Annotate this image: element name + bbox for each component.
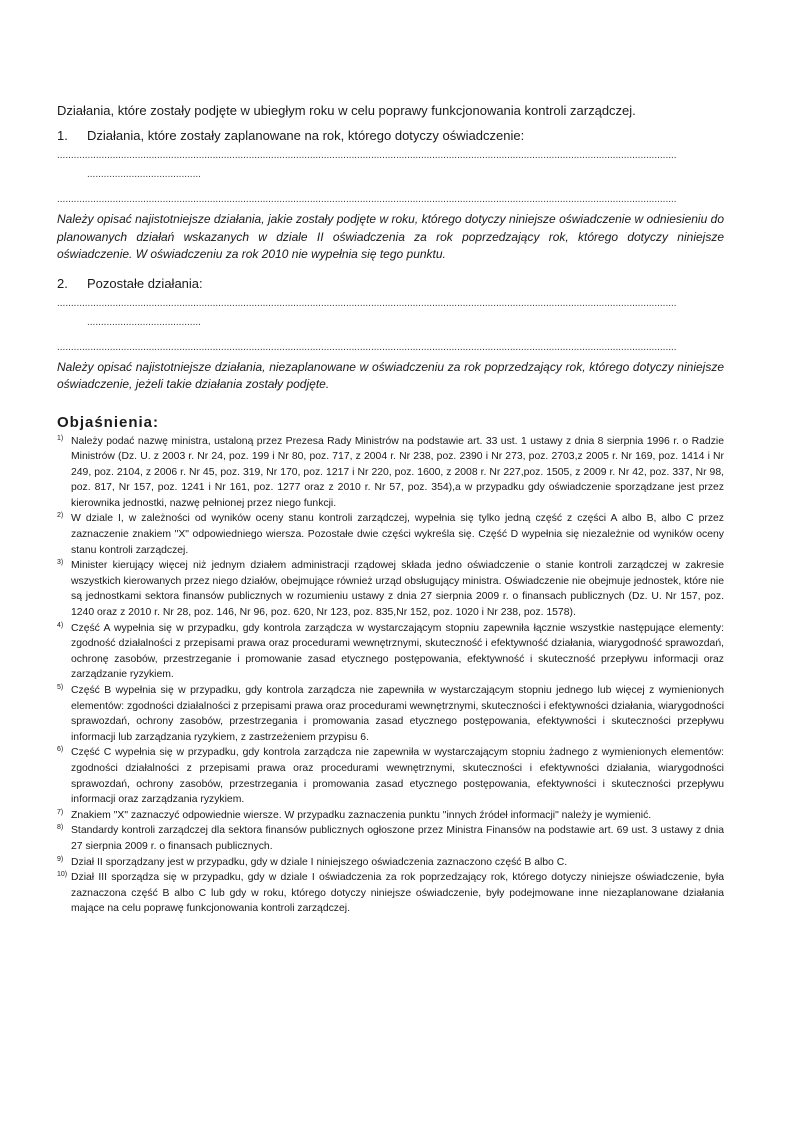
footnote-mark: 1) [57, 434, 64, 442]
footnote-mark: 9) [57, 855, 64, 863]
footnote [57, 511, 724, 558]
footnote-mark: 6) [57, 746, 64, 754]
section-1-note: Należy opisać najistotniejsze działania, jakie zostały podjęte w roku, którego dotyczy niniejsze oświadczenie w odniesieniu do planowanych działań wskazanych w dziale II oświadczenia za rok poprzedzający rok, którego dotyczy niniejsze oświadczenie. W oświadczeniu za rok 2010 nie wypełnia się tego punktu. [57, 212, 724, 261]
dotted-line-short: ......................................... [87, 316, 201, 328]
footnote [57, 434, 724, 512]
section-1-label: Działania, które zostały zaplanowane na rok, którego dotyczy oświadczenie: [87, 128, 525, 143]
dotted-line-short: ......................................... [87, 169, 201, 180]
footnote [57, 621, 724, 683]
explanations-title: Objaśnienia: [57, 413, 160, 431]
footnote-mark: 7) [57, 808, 64, 816]
section-2-label: Pozostałe działania: [87, 275, 203, 291]
dotted-line: ............................................................................................................................................................................................................................... [57, 150, 677, 161]
footnote-text: Należy podać nazwę ministra, ustaloną przez Prezesa Rady Ministrów na podstawie art. 33 ust. 1 ustawy z dnia 8 sierpnia 1996 r. o Radzie Ministrów (Dz. U. z 2003 r. Nr 24, poz. 199 i Nr 80, poz. 717, z 2004 r. Nr 238, poz. 2390 i Nr 273, poz. 2703,z 2005 r. Nr 169, poz. 1414 i Nr 249, poz. 2104, z 2006 r. Nr 45, poz. 319, Nr 170, poz. 1217 i Nr 220, poz. 1600, z 2008 r. Nr 227,poz. 1505, z 2009 r. Nr 42, poz. 337, Nr 98, poz. 817, Nr 157, poz. 1241 i Nr 161, poz. 1277 oraz z 2010 r. Nr 57, poz. 354),a w przypadku gdy oświadczenie sporządzane jest przez kierownika jednostki, nazwę pełnionej przez niego funkcji. [71, 435, 724, 509]
footnote [57, 683, 724, 745]
footnote-text: Minister kierujący więcej niż jednym działem administracji rządowej składa jedno oświadczenie o stanie kontroli zarządczej w zakresie wszystkich kierowanych przez niego działów, obejmujące również urząd obsługujący ministra. Oświadczenie nie obejmuje jednostek, które nie są jednostkami sektora finansów publicznych w rozumieniu ustawy z dnia 27 sierpnia 2009 r. o finansach publicznych (Dz. U. Nr 157, poz. 1240 oraz z 2010 r. Nr 28, poz. 146, Nr 96, poz. 620, Nr 123, poz. 835,Nr 152, poz. 1020 i Nr 238, poz. 1578). [71, 560, 724, 619]
footnote-text: Część C wypełnia się w przypadku, gdy kontrola zarządcza nie zapewniła w wystarczającym stopniu żadnego z wymienionych elementów: zgodności działalności z przepisami prawa oraz procedurami wewnętrznymi, skuteczności i efektywności działania, wiarygodności sprawozdań, ochrony zasobów, przestrzegania i promowania zasad etycznego postępowania, efektywności i skuteczności przepływu informacji oraz zarządzania ryzykiem. [71, 747, 724, 806]
footnote [57, 558, 724, 620]
document-content [57, 103, 724, 917]
footnote [57, 745, 724, 807]
footnote-mark: 2) [57, 512, 64, 520]
dotted-line: ............................................................................................................................................................................................................................... [57, 341, 677, 353]
dotted-line: ............................................................................................................................................................................................................................... [57, 194, 677, 205]
footnote-text: Dział II sporządzany jest w przypadku, gdy w dziale I niniejszego oświadczenia zaznaczono część B albo C. [71, 856, 568, 868]
dotted-line: ............................................................................................................................................................................................................................... [57, 297, 677, 309]
footnote [57, 823, 724, 854]
section-heading: Działania, które zostały podjęte w ubiegłym roku w celu poprawy funkcjonowania kontroli zarządczej. [57, 103, 636, 118]
footnote [57, 808, 724, 824]
section-2-title [57, 276, 724, 292]
footnote-text: Standardy kontroli zarządczej dla sektora finansów publicznych ogłoszone przez Ministra Finansów na podstawie art. 69 ust. 3 ustawy z dnia 27 sierpnia 2009 r. o finansach publicznych. [71, 825, 724, 852]
footnote-text: W dziale I, w zależności od wyników oceny stanu kontroli zarządczej, wypełnia się tylko jedną część z części A albo B, albo C przez zaznaczenie znakiem "X" odpowiedniego wiersza. Pozostałe dwie części wykreśla się. Część D wypełnia się niezależnie od wyników oceny stanu kontroli zarządczej. [71, 513, 724, 556]
section-1-title [57, 128, 724, 144]
section-1-number: 1. [57, 128, 68, 143]
footnote-mark: 10) [57, 871, 68, 879]
footnote-text: Dział III sporządza się w przypadku, gdy w dziale I oświadczenia za rok poprzedzający rok, którego dotyczy niniejsze oświadczenie, była zaznaczona część B albo C lub gdy w roku, którego dotyczy niniejsze oświadczenie, były podejmowane inne niezaplanowane działania mające na celu poprawę funkcjonowania kontroli zarządczej. [71, 872, 724, 915]
footnote-text: Część B wypełnia się w przypadku, gdy kontrola zarządcza nie zapewniła w wystarczającym stopniu jednego lub więcej z wymienionych elementów: zgodności działalności z przepisami prawa oraz procedurami wewnętrznymi, skuteczności i efektywności działania, wiarygodności sprawozdań, ochrony zasobów, przestrzegania i promowania zasad etycznego postępowania, efektywności i skuteczności przepływu informacji lub zarządzania ryzykiem, z zastrzeżeniem przypisu 6. [71, 685, 724, 743]
footnote-text: Znakiem "X" zaznaczyć odpowiednie wiersze. W przypadku zaznaczenia punktu "innych źródeł informacji" należy je wymienić. [71, 809, 652, 821]
footnote [57, 870, 724, 917]
section-2-number: 2. [57, 275, 68, 291]
footnote-mark: 8) [57, 824, 64, 832]
footnote [57, 855, 724, 871]
footnote-mark: 5) [57, 684, 64, 691]
footnote-mark: 4) [57, 621, 64, 629]
footnote-mark: 3) [57, 559, 64, 567]
section-2-note: Należy opisać najistotniejsze działania, niezaplanowane w oświadczeniu za rok poprzedzający rok, którego dotyczy niniejsze oświadczenie, jeżeli takie działania zostały podjęte. [57, 359, 724, 391]
footnote-text: Część A wypełnia się w przypadku, gdy kontrola zarządcza w wystarczającym stopniu zapewniła łącznie wszystkie następujące elementy: zgodność działalności z przepisami prawa oraz procedurami wewnętrznymi, skuteczność i efektywność działania, wiarygodność sprawozdań, ochronę zasobów, przestrzeganie i promowanie zasad etycznego postępowania, efektywność i skuteczność przepływu informacji oraz zarządzanie ryzykiem. [71, 622, 724, 681]
